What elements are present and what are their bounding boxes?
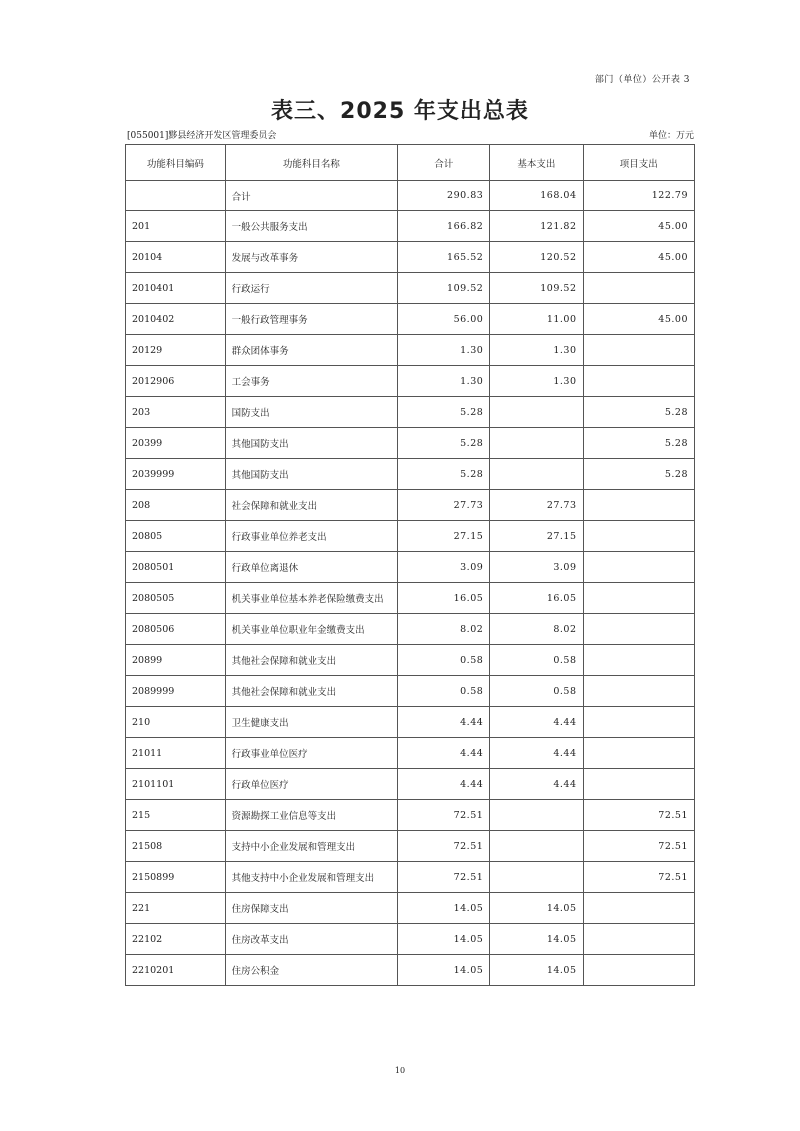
cell-code: 2080506 bbox=[126, 614, 226, 645]
table-row bbox=[126, 831, 695, 862]
cell-basic: 120.52 bbox=[490, 242, 583, 273]
table-row bbox=[126, 335, 695, 366]
cell-code: 20399 bbox=[126, 428, 226, 459]
cell-total: 4.44 bbox=[398, 738, 490, 769]
cell-project bbox=[583, 490, 694, 521]
cell-basic: 27.15 bbox=[490, 521, 583, 552]
cell-basic: 121.82 bbox=[490, 211, 583, 242]
cell-project bbox=[583, 645, 694, 676]
cell-name: 资源勘探工业信息等支出 bbox=[225, 800, 398, 831]
cell-basic bbox=[490, 428, 583, 459]
page-title: 表三、2025 年支出总表 bbox=[271, 99, 529, 124]
cell-total: 1.30 bbox=[398, 335, 490, 366]
cell-basic: 1.30 bbox=[490, 335, 583, 366]
cell-name: 住房公积金 bbox=[225, 955, 398, 986]
cell-basic: 27.73 bbox=[490, 490, 583, 521]
cell-project: 45.00 bbox=[583, 242, 694, 273]
cell-project bbox=[583, 893, 694, 924]
table-row bbox=[126, 211, 695, 242]
cell-total: 14.05 bbox=[398, 955, 490, 986]
cell-basic: 16.05 bbox=[490, 583, 583, 614]
cell-project: 5.28 bbox=[583, 428, 694, 459]
cell-project bbox=[583, 335, 694, 366]
expenditure-table bbox=[125, 144, 695, 986]
cell-total: 56.00 bbox=[398, 304, 490, 335]
cell-total: 4.44 bbox=[398, 707, 490, 738]
table-row bbox=[126, 800, 695, 831]
cell-name: 行政单位离退休 bbox=[225, 552, 398, 583]
cell-name: 其他支持中小企业发展和管理支出 bbox=[225, 862, 398, 893]
cell-code: 2010401 bbox=[126, 273, 226, 304]
cell-code: 2080501 bbox=[126, 552, 226, 583]
cell-basic bbox=[490, 831, 583, 862]
cell-code: 2089999 bbox=[126, 676, 226, 707]
cell-basic bbox=[490, 459, 583, 490]
header-code: 功能科目编码 bbox=[126, 145, 226, 181]
table-row bbox=[126, 893, 695, 924]
cell-name: 工会事务 bbox=[225, 366, 398, 397]
cell-name: 住房改革支出 bbox=[225, 924, 398, 955]
cell-code: 20899 bbox=[126, 645, 226, 676]
cell-name: 机关事业单位职业年金缴费支出 bbox=[225, 614, 398, 645]
cell-basic: 14.05 bbox=[490, 955, 583, 986]
cell-total: 0.58 bbox=[398, 645, 490, 676]
cell-basic: 11.00 bbox=[490, 304, 583, 335]
header-basic: 基本支出 bbox=[490, 145, 583, 181]
cell-code: 22102 bbox=[126, 924, 226, 955]
cell-total: 14.05 bbox=[398, 924, 490, 955]
cell-project: 122.79 bbox=[583, 181, 694, 211]
cell-project: 45.00 bbox=[583, 211, 694, 242]
table-row bbox=[126, 428, 695, 459]
table-row bbox=[126, 366, 695, 397]
cell-basic: 14.05 bbox=[490, 893, 583, 924]
table-row bbox=[126, 645, 695, 676]
table-row bbox=[126, 583, 695, 614]
cell-basic bbox=[490, 800, 583, 831]
cell-basic: 1.30 bbox=[490, 366, 583, 397]
table-row bbox=[126, 738, 695, 769]
cell-code: 2039999 bbox=[126, 459, 226, 490]
organization-label: [055001]黟县经济开发区管理委员会 bbox=[127, 131, 277, 141]
cell-project bbox=[583, 273, 694, 304]
cell-total: 5.28 bbox=[398, 459, 490, 490]
cell-name: 卫生健康支出 bbox=[225, 707, 398, 738]
table-row bbox=[126, 459, 695, 490]
cell-total: 14.05 bbox=[398, 893, 490, 924]
cell-total: 166.82 bbox=[398, 211, 490, 242]
table-row-total bbox=[126, 181, 695, 211]
cell-code: 2080505 bbox=[126, 583, 226, 614]
cell-total: 4.44 bbox=[398, 769, 490, 800]
cell-name: 行政事业单位养老支出 bbox=[225, 521, 398, 552]
table-row bbox=[126, 955, 695, 986]
cell-total: 3.09 bbox=[398, 552, 490, 583]
cell-name: 一般公共服务支出 bbox=[225, 211, 398, 242]
cell-project bbox=[583, 738, 694, 769]
cell-project: 45.00 bbox=[583, 304, 694, 335]
cell-total: 72.51 bbox=[398, 800, 490, 831]
table-row bbox=[126, 304, 695, 335]
cell-project bbox=[583, 366, 694, 397]
cell-project bbox=[583, 707, 694, 738]
cell-total: 1.30 bbox=[398, 366, 490, 397]
table-header-row bbox=[126, 145, 695, 181]
cell-name: 国防支出 bbox=[225, 397, 398, 428]
cell-project bbox=[583, 769, 694, 800]
table-row bbox=[126, 242, 695, 273]
cell-total: 0.58 bbox=[398, 676, 490, 707]
cell-name: 其他国防支出 bbox=[225, 428, 398, 459]
cell-total: 5.28 bbox=[398, 428, 490, 459]
cell-code: 210 bbox=[126, 707, 226, 738]
cell-basic: 14.05 bbox=[490, 924, 583, 955]
cell-code: 20129 bbox=[126, 335, 226, 366]
cell-project: 72.51 bbox=[583, 800, 694, 831]
cell-name: 社会保障和就业支出 bbox=[225, 490, 398, 521]
table-row bbox=[126, 521, 695, 552]
cell-name: 其他社会保障和就业支出 bbox=[225, 676, 398, 707]
cell-name: 行政单位医疗 bbox=[225, 769, 398, 800]
page-number: 10 bbox=[394, 1066, 406, 1075]
table-row bbox=[126, 614, 695, 645]
cell-name: 群众团体事务 bbox=[225, 335, 398, 366]
cell-basic: 0.58 bbox=[490, 645, 583, 676]
header-total: 合计 bbox=[398, 145, 490, 181]
cell-code: 20104 bbox=[126, 242, 226, 273]
cell-code: 2012906 bbox=[126, 366, 226, 397]
cell-name: 行政事业单位医疗 bbox=[225, 738, 398, 769]
cell-basic: 4.44 bbox=[490, 707, 583, 738]
cell-project bbox=[583, 552, 694, 583]
table-row bbox=[126, 676, 695, 707]
table-row bbox=[126, 707, 695, 738]
cell-code: 215 bbox=[126, 800, 226, 831]
cell-name: 合计 bbox=[225, 181, 398, 211]
table-number-label: 部门（单位）公开表 3 bbox=[594, 75, 690, 85]
cell-total: 72.51 bbox=[398, 831, 490, 862]
table-row bbox=[126, 862, 695, 893]
table-row bbox=[126, 273, 695, 304]
cell-project: 5.28 bbox=[583, 397, 694, 428]
cell-total: 5.28 bbox=[398, 397, 490, 428]
table-row bbox=[126, 490, 695, 521]
cell-basic: 168.04 bbox=[490, 181, 583, 211]
header-project: 项目支出 bbox=[583, 145, 694, 181]
header-name: 功能科目名称 bbox=[225, 145, 398, 181]
cell-basic: 0.58 bbox=[490, 676, 583, 707]
cell-name: 发展与改革事务 bbox=[225, 242, 398, 273]
cell-total: 109.52 bbox=[398, 273, 490, 304]
cell-name: 其他社会保障和就业支出 bbox=[225, 645, 398, 676]
cell-code: 201 bbox=[126, 211, 226, 242]
cell-total: 165.52 bbox=[398, 242, 490, 273]
cell-name: 机关事业单位基本养老保险缴费支出 bbox=[225, 583, 398, 614]
table-row bbox=[126, 769, 695, 800]
cell-project: 72.51 bbox=[583, 862, 694, 893]
cell-total: 8.02 bbox=[398, 614, 490, 645]
table-body bbox=[126, 181, 695, 986]
cell-project bbox=[583, 955, 694, 986]
table-meta bbox=[127, 128, 694, 141]
cell-basic: 4.44 bbox=[490, 738, 583, 769]
table-row bbox=[126, 552, 695, 583]
cell-code: 2010402 bbox=[126, 304, 226, 335]
cell-project: 5.28 bbox=[583, 459, 694, 490]
cell-code: 21508 bbox=[126, 831, 226, 862]
cell-name: 行政运行 bbox=[225, 273, 398, 304]
cell-project bbox=[583, 614, 694, 645]
cell-name: 支持中小企业发展和管理支出 bbox=[225, 831, 398, 862]
cell-project: 72.51 bbox=[583, 831, 694, 862]
cell-code: 2101101 bbox=[126, 769, 226, 800]
cell-total: 290.83 bbox=[398, 181, 490, 211]
cell-project bbox=[583, 521, 694, 552]
cell-code bbox=[126, 181, 226, 211]
cell-project bbox=[583, 924, 694, 955]
cell-basic: 8.02 bbox=[490, 614, 583, 645]
cell-basic: 109.52 bbox=[490, 273, 583, 304]
cell-basic: 4.44 bbox=[490, 769, 583, 800]
cell-basic bbox=[490, 397, 583, 428]
cell-total: 27.73 bbox=[398, 490, 490, 521]
cell-code: 21011 bbox=[126, 738, 226, 769]
cell-total: 16.05 bbox=[398, 583, 490, 614]
table-row bbox=[126, 924, 695, 955]
unit-label: 单位：万元 bbox=[648, 131, 694, 141]
cell-name: 住房保障支出 bbox=[225, 893, 398, 924]
cell-project bbox=[583, 676, 694, 707]
cell-code: 20805 bbox=[126, 521, 226, 552]
cell-total: 72.51 bbox=[398, 862, 490, 893]
cell-code: 2210201 bbox=[126, 955, 226, 986]
cell-total: 27.15 bbox=[398, 521, 490, 552]
cell-project bbox=[583, 583, 694, 614]
cell-basic bbox=[490, 862, 583, 893]
cell-code: 203 bbox=[126, 397, 226, 428]
cell-code: 208 bbox=[126, 490, 226, 521]
table-row bbox=[126, 397, 695, 428]
cell-code: 2150899 bbox=[126, 862, 226, 893]
cell-name: 其他国防支出 bbox=[225, 459, 398, 490]
cell-name: 一般行政管理事务 bbox=[225, 304, 398, 335]
cell-code: 221 bbox=[126, 893, 226, 924]
cell-basic: 3.09 bbox=[490, 552, 583, 583]
